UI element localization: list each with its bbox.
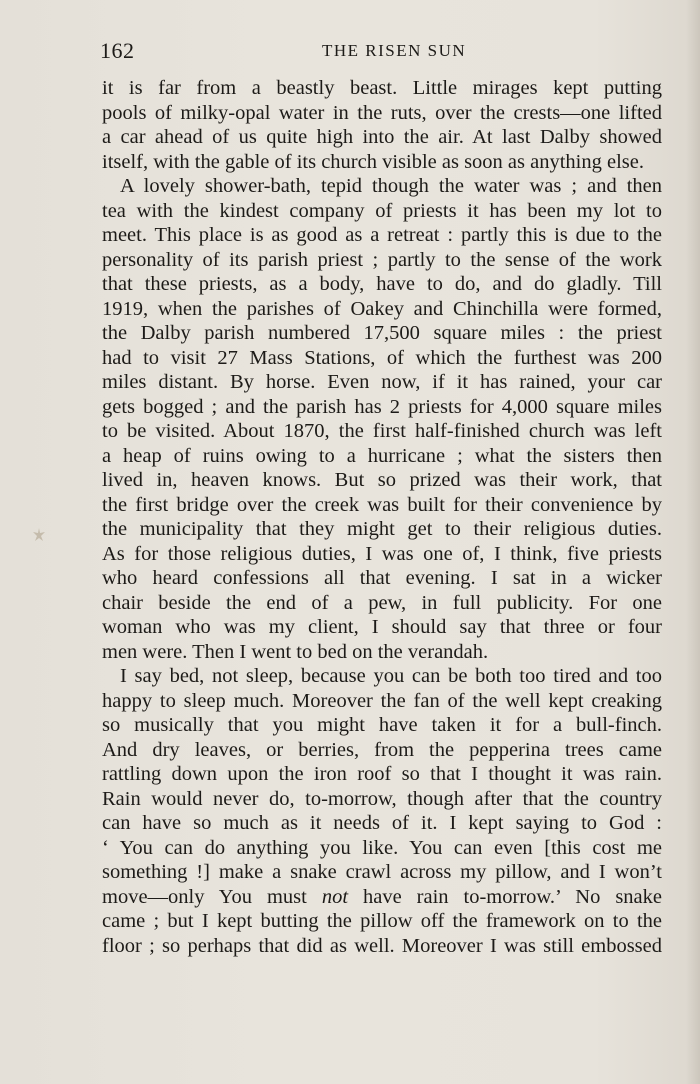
text-line: floor ; so perhaps that did as well. Moreover I was still embossed — [102, 934, 662, 957]
body-text — [102, 76, 662, 958]
text-line: had to visit 27 Mass Stations, of which the furthest was 200 — [102, 346, 662, 369]
text-line: that these priests, as a body, have to do, and do gladly. Till — [102, 273, 662, 295]
text-line: move—only You must not have rain to-morrow.’ No snake — [102, 885, 663, 908]
text-line: rattling down upon the iron roof so that I thought it was rain. — [102, 763, 662, 785]
text-line: it is far from a beastly beast. Little mirages kept putting — [102, 77, 662, 99]
text-line: a heap of ruins owing to a hurricane ; what the sisters then — [102, 444, 662, 467]
text-line: I say bed, not sleep, because you can be both too tired and too — [120, 665, 662, 687]
text-line: Rain would never do, to-morrow, though after that the country — [102, 787, 662, 810]
text-line: meet. This place is as good as a retreat : partly this is due to the — [102, 224, 662, 246]
text-line: a car ahead of us quite high into the air. At last Dalby showed — [102, 126, 662, 148]
text-line: came ; but I kept butting the pillow off the framework on to the — [102, 910, 662, 932]
text-line: chair beside the end of a pew, in full publicity. For one — [102, 591, 662, 614]
text-line: lived in, heaven knows. But so prized was their work, that — [102, 469, 662, 491]
text-line: gets bogged ; and the parish has 2 priests for 4,000 square miles — [102, 395, 662, 418]
text-line: to be visited. About 1870, the first half-finished church was left — [102, 420, 662, 442]
running-head: THE RISEN SUN — [322, 41, 467, 60]
text-line: itself, with the gable of its church visible as soon as anything else. — [102, 150, 644, 173]
text-line: And dry leaves, or berries, from the pepperina trees came — [102, 738, 662, 761]
text-line: miles distant. By horse. Even now, if it has rained, your car — [102, 371, 662, 393]
text-line: the first bridge over the creek was built for their convenience by — [102, 493, 662, 516]
text-line: happy to sleep much. Moreover the fan of the well kept creaking — [102, 689, 662, 712]
text-line: personality of its parish priest ; partly to the sense of the work — [102, 248, 662, 271]
text-line: As for those religious duties, I was one of, I think, five priests — [102, 542, 662, 565]
text-line: the Dalby parish numbered 17,500 square miles : the priest — [102, 322, 662, 344]
page-edge-shadow — [686, 0, 700, 1084]
text-line: who heard confessions all that evening. I sat in a wicker — [102, 567, 662, 589]
text-line: so musically that you might have taken it for a bull-finch. — [102, 714, 662, 736]
page-number: 162 — [100, 38, 135, 63]
text-line: the municipality that they might get to their religious duties. — [102, 518, 662, 540]
text-line: woman who was my client, I should say that three or four — [102, 616, 662, 638]
text-line: ‘ You can do anything you like. You can even [this cost me — [102, 836, 662, 859]
text-line: pools of milky-opal water in the ruts, over the crests—one lifted — [102, 101, 662, 124]
page-header — [100, 38, 662, 68]
text-line: 1919, when the parishes of Oakey and Chinchilla were formed, — [102, 297, 662, 320]
paper-blemish-icon — [30, 526, 48, 544]
text-line: men were. Then I went to bed on the verandah. — [102, 640, 489, 663]
text-line: something !] make a snake crawl across my pillow, and I won’t — [102, 861, 662, 883]
text-line: A lovely shower-bath, tepid though the water was ; and then — [120, 175, 662, 197]
text-line: can have so much as it needs of it. I kept saying to God : — [102, 812, 662, 834]
text-line: tea with the kindest company of priests it has been my lot to — [102, 199, 662, 222]
